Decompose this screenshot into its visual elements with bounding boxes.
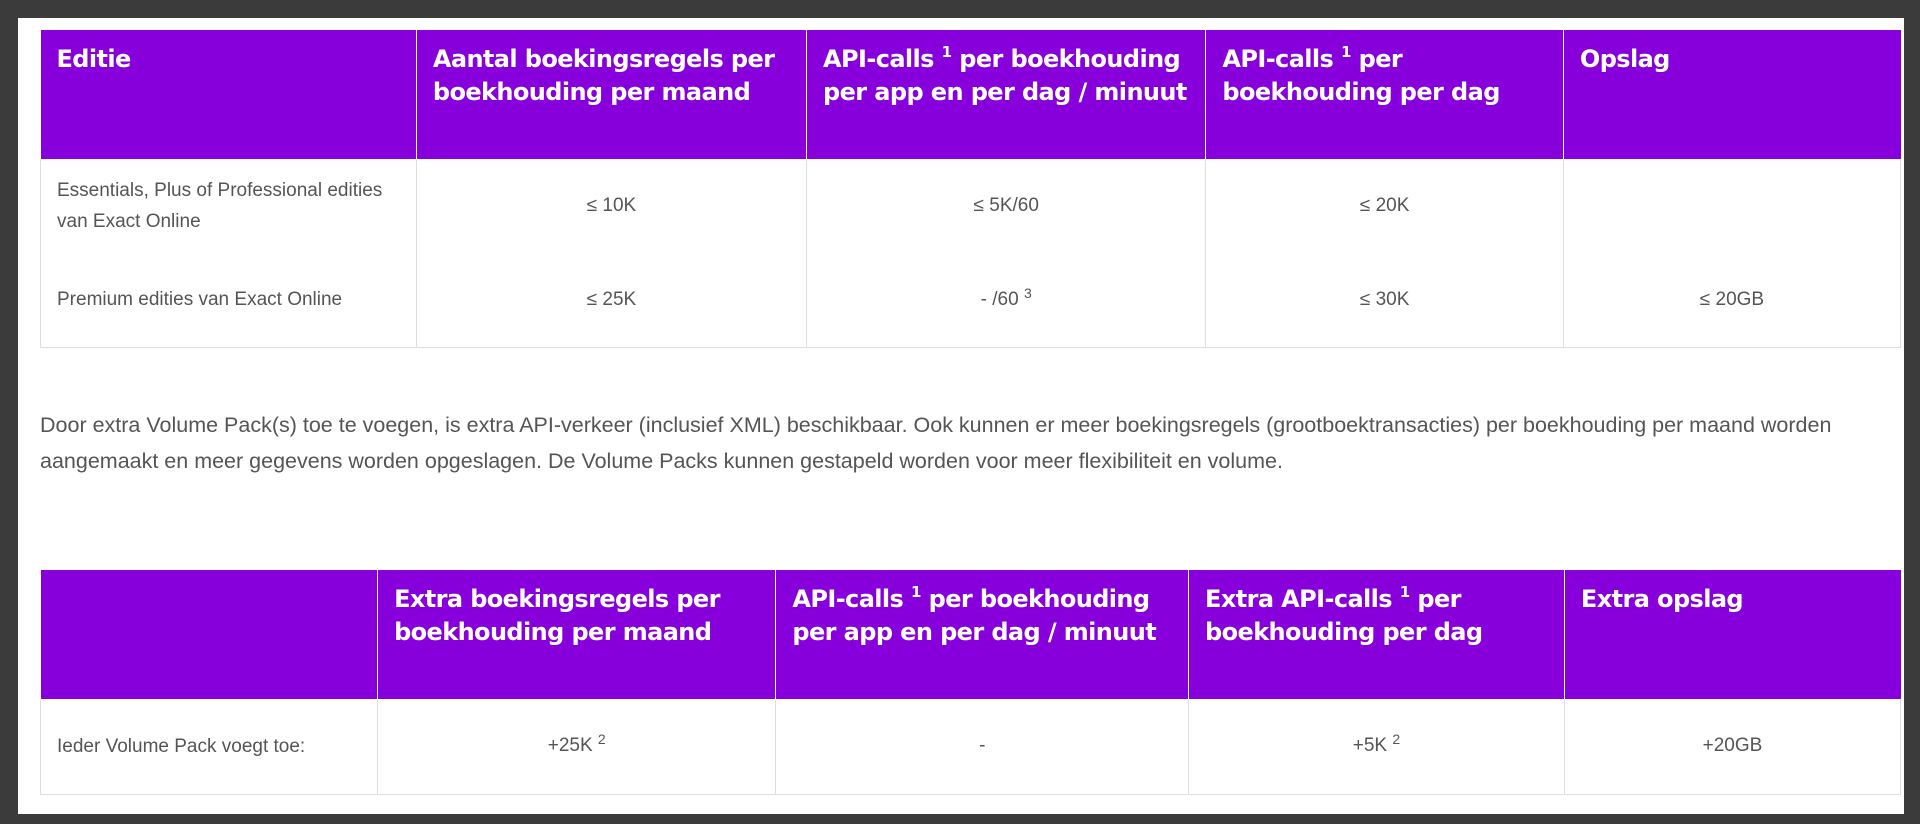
header-api-calls-per-app: API-calls $^1$ per boekhouding per app en per dag / minuut [776,570,1189,699]
header-api-calls-per-dag: API-calls $^1$ per boekhouding per dag [1206,30,1563,159]
header-extra-opslag: Extra opslag [1564,570,1900,699]
edition-limits-table [40,30,1901,348]
header-empty [41,570,378,699]
footnote-marker: 1 [1341,43,1351,61]
volume-pack-description: Door extra Volume Pack(s) toe te voegen, is extra API-verkeer (inclusief XML) beschikbaar. Ook kunnen er meer boekingsregels (grootboektransacties) per boekhouding per maand worden aangemaakt en meer gegevens worden opgeslagen. De Volume Packs kunnen gestapeld worden voor meer flexibiliteit en volume. [40,413,1832,473]
row-label: Premium edities van Exact Online [41,253,417,347]
table-cell: ≤ 10K [416,159,806,253]
table-cell: ≤ 25K [416,253,806,347]
table-header-row [41,30,1901,159]
volume-pack-table [40,570,1901,795]
table-cell: ≤ 20GB [1563,253,1900,347]
footnote-marker: 2 [1392,731,1401,748]
header-extra-boekingsregels: Extra boekingsregels per boekhouding per maand [378,570,776,699]
header-extra-api-calls: Extra API-calls $^1$ per boekhouding per dag [1189,570,1565,699]
header-editie: Editie [41,30,417,159]
table-cell: ≤ 30K [1206,253,1563,347]
table-cell: ≤ 5K/60 [807,159,1206,253]
header-boekingsregels: Aantal boekingsregels per boekhouding per maand [416,30,806,159]
table-header-row [41,570,1901,699]
table-row [41,159,1901,253]
table-cell [1563,159,1900,253]
content-page [18,18,1904,814]
footnote-marker: 1 [1399,583,1410,601]
row-label: Ieder Volume Pack voegt toe: [41,699,378,794]
header-opslag: Opslag [1563,30,1900,159]
table-cell: - /60 $^3$ [807,253,1206,347]
table-cell: +20GB [1564,699,1900,794]
table-cell: +25K $^2$ [378,699,776,794]
footnote-marker: 1 [941,43,952,61]
footnote-marker: 1 [911,583,921,601]
table-row [41,253,1901,347]
footnote-marker: 3 [1023,284,1032,301]
row-label: Essentials, Plus of Professional edities van Exact Online [41,159,417,253]
table-row [41,699,1901,794]
table-cell: +5K $^2$ [1189,699,1565,794]
header-api-calls-per-app: API-calls $^1$ per boekhouding per app en per dag / minuut [807,30,1206,159]
table-cell: - [776,699,1189,794]
table-cell: ≤ 20K [1206,159,1563,253]
footnote-marker: 2 [597,731,606,748]
